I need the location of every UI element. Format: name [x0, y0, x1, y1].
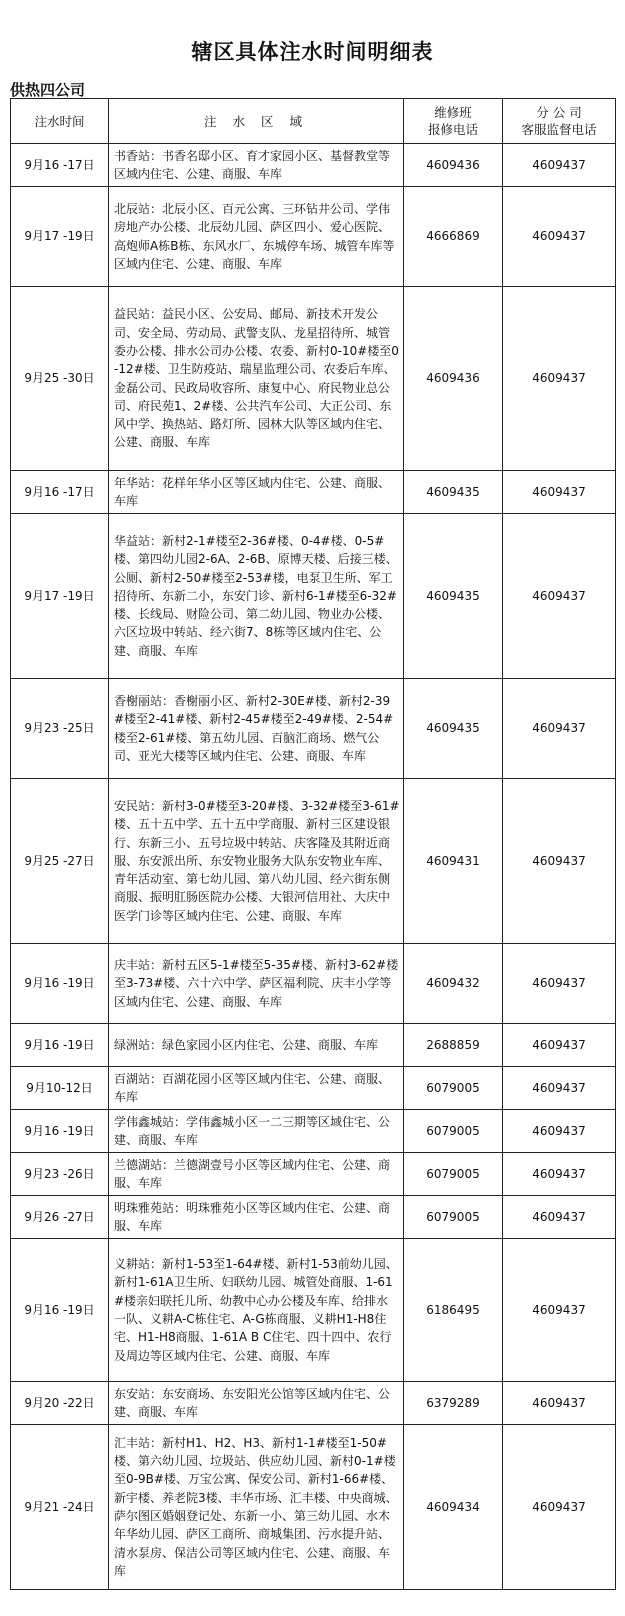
cell-time: 9月26 -27日: [11, 1196, 109, 1239]
cell-area: 东安站：东安商场、东安阳光公馆等区域内住宅、公建、商服、车库: [109, 1382, 404, 1425]
cell-time: 9月16 -19日: [11, 944, 109, 1024]
header-time: 注水时间: [11, 99, 109, 144]
cell-time: 9月16 -17日: [11, 471, 109, 514]
cell-repair-phone: 6379289: [404, 1382, 503, 1425]
cell-supervise-phone: 4609437: [503, 1196, 616, 1239]
cell-area: 兰德湖站：兰德湖壹号小区等区域内住宅、公建、商服、车库: [109, 1153, 404, 1196]
cell-supervise-phone: 4609437: [503, 514, 616, 679]
cell-time: 9月16 -19日: [11, 1110, 109, 1153]
table-row: [11, 144, 616, 187]
cell-area: 学伟鑫城站：学伟鑫城小区一二三期等区域住宅、公建、商服、车库: [109, 1110, 404, 1153]
header-repair-line1: 维修班: [434, 105, 472, 120]
cell-supervise-phone: 4609437: [503, 1067, 616, 1110]
page-title: 辖区具体注水时间明细表: [191, 40, 434, 64]
schedule-table: [10, 98, 616, 1590]
header-supervise-phone: [503, 99, 616, 144]
cell-time: 9月10-12日: [11, 1067, 109, 1110]
cell-time: 9月17 -19日: [11, 514, 109, 679]
table-row: [11, 679, 616, 779]
cell-time: 9月23 -26日: [11, 1153, 109, 1196]
cell-area: 华益站：新村2-1#楼至2-36#楼、0-4#楼、0-5#楼、第四幼儿园2-6A、2-6B、原博天楼、后接三楼、公厕、新村2-50#楼至2-53#楼，电泵卫生所、军工招待所、东新二小，东安门诊、新村6-1#楼至6-32#楼、长线局、财险公司、第二幼儿园、物业办公楼、六区垃圾中转站、经六街7、8栋等区域内住宅、公建、商服、车库: [109, 514, 404, 679]
cell-area: 香榭丽站：香榭丽小区、新村2-30E#楼、新村2-39#楼至2-41#楼、新村2-45#楼至2-49#楼、2-54#楼至2-61#楼、第五幼儿园、百脑汇商场、燃气公司、亚光大楼等区域内住宅、公建、商服、车库: [109, 679, 404, 779]
cell-supervise-phone: 4609437: [503, 287, 616, 471]
cell-repair-phone: 4666869: [404, 187, 503, 287]
cell-area: 义耕站：新村1-53至1-64#楼、新村1-53前幼儿园、新村1-61A卫生所、妇联幼儿园、城管处商服、1-61#楼亲妇联托儿所、幼教中心办公楼及车库、给排水一队、义耕A-C栋住宅、A-G栋商服、义耕H1-H8住宅、H1-H8商服、1-61A B C住宅、四十四中、农行及周边等区域内住宅、公建、商服、车库: [109, 1239, 404, 1382]
table-row: [11, 1382, 616, 1425]
table-row: [11, 1067, 616, 1110]
cell-repair-phone: 6079005: [404, 1110, 503, 1153]
table-row: [11, 1024, 616, 1067]
header-super-line2: 客服监督电话: [521, 122, 597, 137]
cell-supervise-phone: 4609437: [503, 144, 616, 187]
header-super-line1: 分 公 司: [536, 105, 582, 120]
cell-area: 明珠雅苑站：明珠雅苑小区等区域内住宅、公建、商服、车库: [109, 1196, 404, 1239]
cell-area: 安民站：新村3-0#楼至3-20#楼、3-32#楼至3-61#楼、五十五中学、五十五中学商服、新村三区建设银行、东新三小、五号垃圾中转站、庆客隆及其附近商服、东安派出所、东安物业服务大队东安物业车库、青年活动室、第七幼儿园、第八幼儿园、经六街东侧商服、振明肛肠医院办公楼、大银河信用社、大庆中医学门诊等区域内住宅、公建、商服、车库: [109, 779, 404, 944]
cell-repair-phone: 2688859: [404, 1024, 503, 1067]
cell-area: 汇丰站：新村H1、H2、H3、新村1-1#楼至1-50#楼、第六幼儿园、垃圾站、供应幼儿园、新村0-1#楼至0-9B#楼、万宝公寓、保安公司、新村1-66#楼、新宇楼、养老院3楼、丰华市场、汇丰楼、中央商城、萨尔图区婚姻登记处、东新一小、第三幼儿园、水木年华幼儿园、萨区工商所、商城集团、污水提升站、清水泵房、保洁公司等区域内住宅、公建、商服、车库: [109, 1425, 404, 1590]
table-row: [11, 514, 616, 679]
cell-repair-phone: 4609435: [404, 471, 503, 514]
cell-repair-phone: 4609435: [404, 514, 503, 679]
table-row: [11, 779, 616, 944]
cell-supervise-phone: 4609437: [503, 1110, 616, 1153]
cell-supervise-phone: 4609437: [503, 1024, 616, 1067]
cell-time: 9月16 -17日: [11, 144, 109, 187]
cell-area: 书香站：书香名邸小区、育才家园小区、基督教堂等区域内住宅、公建、商服、车库: [109, 144, 404, 187]
cell-supervise-phone: 4609437: [503, 1153, 616, 1196]
cell-supervise-phone: 4609437: [503, 1239, 616, 1382]
cell-repair-phone: 6079005: [404, 1067, 503, 1110]
cell-repair-phone: 4609432: [404, 944, 503, 1024]
cell-time: 9月17 -19日: [11, 187, 109, 287]
cell-repair-phone: 6079005: [404, 1153, 503, 1196]
cell-area: 年华站：花样年华小区等区域内住宅、公建、商服、车库: [109, 471, 404, 514]
cell-supervise-phone: 4609437: [503, 471, 616, 514]
header-repair-phone: [404, 99, 503, 144]
cell-area: 益民站：益民小区、公安局、邮局、新技术开发公司、安全局、劳动局、武警支队、龙星招待所、城管委办公楼、排水公司办公楼、农委、新村0-10#楼至0-12#楼、卫生防疫站、瑞星监理公司、农委后车库、金磊公司、民政局收容所、康复中心、府民物业总公司、府民苑1、2#楼、公共汽车公司、大正公司、东风中学、换热站、路灯所、园林大队等区域内住宅、公建、商服、车库: [109, 287, 404, 471]
cell-repair-phone: 6079005: [404, 1196, 503, 1239]
cell-repair-phone: 4609431: [404, 779, 503, 944]
table-row: [11, 1110, 616, 1153]
cell-supervise-phone: 4609437: [503, 944, 616, 1024]
cell-repair-phone: 6186495: [404, 1239, 503, 1382]
table-row: [11, 1239, 616, 1382]
cell-area: 庆丰站：新村五区5-1#楼至5-35#楼、新村3-62#楼至3-73#楼、六十六中学、萨区福利院、庆丰小学等区域内住宅、公建、商服、车库: [109, 944, 404, 1024]
cell-supervise-phone: 4609437: [503, 679, 616, 779]
cell-supervise-phone: 4609437: [503, 187, 616, 287]
cell-time: 9月23 -25日: [11, 679, 109, 779]
cell-repair-phone: 4609434: [404, 1425, 503, 1590]
table-header-row: [11, 99, 616, 144]
cell-repair-phone: 4609435: [404, 679, 503, 779]
company-name: 供热四公司: [10, 81, 86, 99]
cell-repair-phone: 4609436: [404, 144, 503, 187]
table-row: [11, 471, 616, 514]
cell-area: 百湖站：百湖花园小区等区域内住宅、公建、商服、车库: [109, 1067, 404, 1110]
cell-supervise-phone: 4609437: [503, 1425, 616, 1590]
cell-time: 9月20 -22日: [11, 1382, 109, 1425]
cell-area: 北辰站：北辰小区、百元公寓、三环钻井公司、学伟房地产办公楼、北辰幼儿园、萨区四小、爱心医院、高炮师A栋B栋、东风水厂、东城停车场、城管车库等区域内住宅、公建、商服、车库: [109, 187, 404, 287]
cell-repair-phone: 4609436: [404, 287, 503, 471]
cell-supervise-phone: 4609437: [503, 1382, 616, 1425]
cell-time: 9月21 -24日: [11, 1425, 109, 1590]
cell-time: 9月16 -19日: [11, 1024, 109, 1067]
header-repair-line2: 报修电话: [427, 122, 478, 137]
table-row: [11, 187, 616, 287]
header-area: 注 水 区 域: [109, 99, 404, 144]
cell-supervise-phone: 4609437: [503, 779, 616, 944]
cell-area: 绿洲站：绿色家园小区内住宅、公建、商服、车库: [109, 1024, 404, 1067]
table-row: [11, 944, 616, 1024]
table-row: [11, 1153, 616, 1196]
table-row: [11, 1425, 616, 1590]
cell-time: 9月25 -27日: [11, 779, 109, 944]
cell-time: 9月16 -19日: [11, 1239, 109, 1382]
cell-time: 9月25 -30日: [11, 287, 109, 471]
table-row: [11, 1196, 616, 1239]
table-row: [11, 287, 616, 471]
